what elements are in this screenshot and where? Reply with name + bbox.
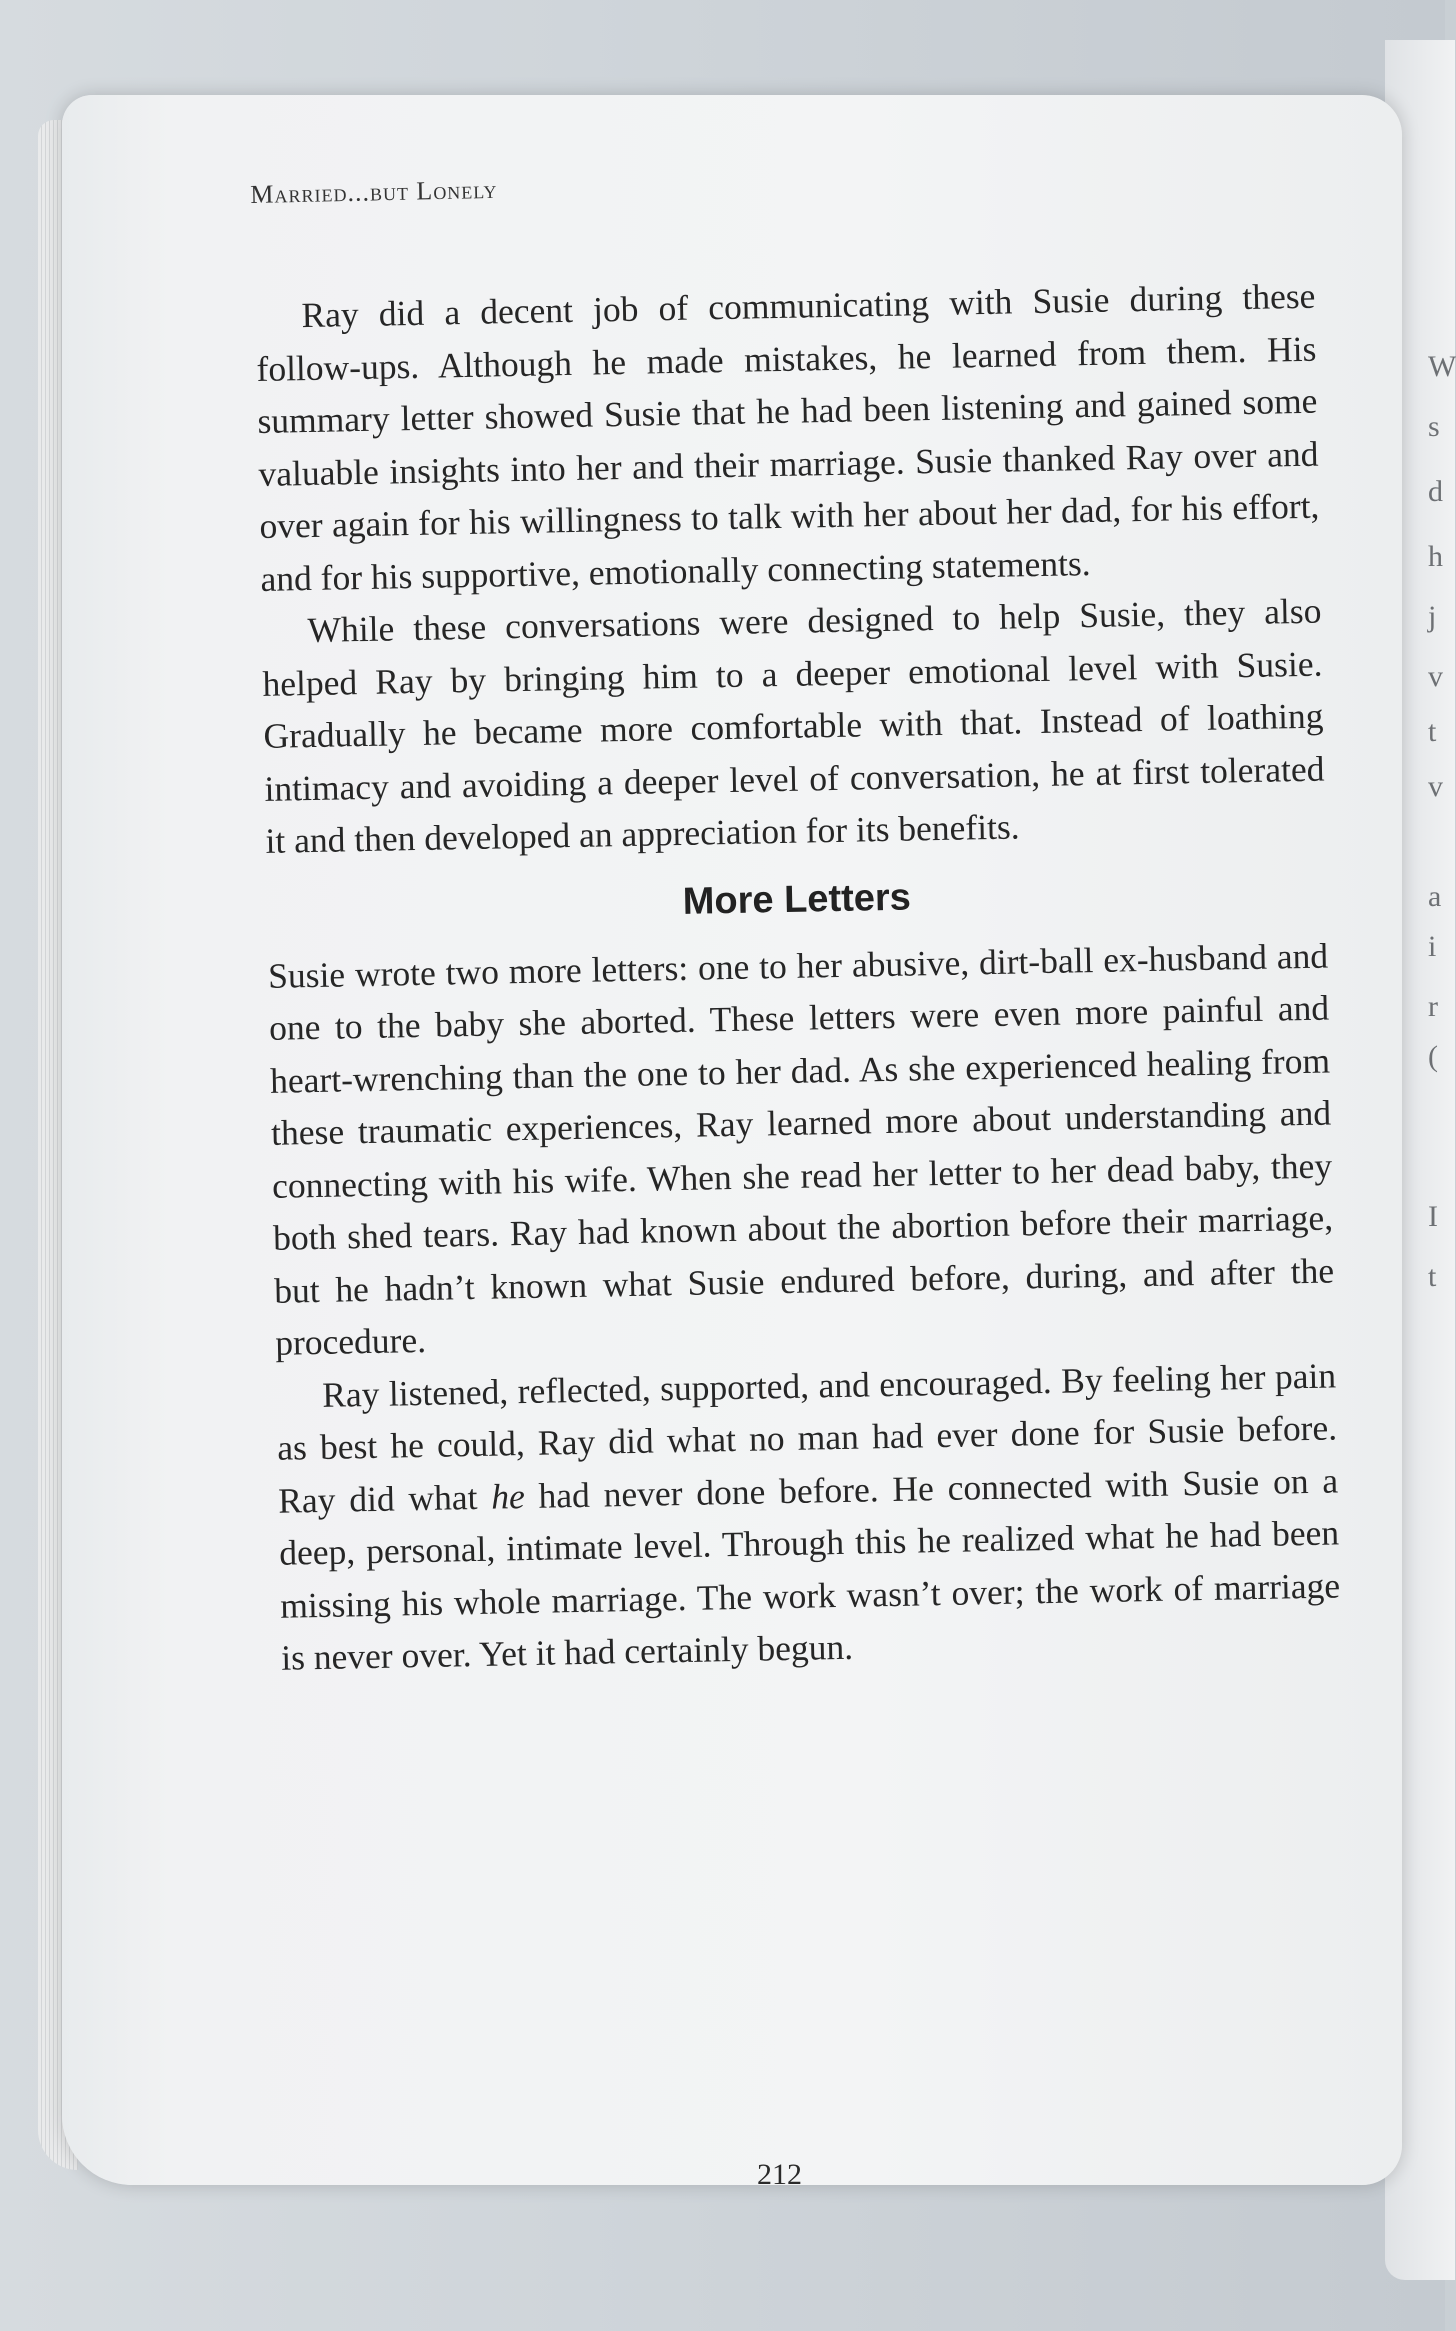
facing-page-glyph: i [1428, 930, 1437, 963]
facing-page-glyph: v [1428, 660, 1443, 693]
body-paragraph: Ray did a decent job of communicating with Susie during these follow-ups. Although he made mistakes, he learned from them. His summary letter showed Susie that he had been listening and gained some valuable insights into her and their marriage. Susie thanked Ray over and over again for his willingness to talk with her about her dad, for his effort, and for his supportive, emotionally connecting statements. [256, 275, 1320, 599]
running-head: Married...but Lonely [250, 174, 498, 209]
facing-page-glyph: t [1428, 715, 1437, 748]
paragraphs-before-heading [255, 270, 1326, 868]
body-paragraph: While these conversations were designed to help Susie, they also helped Ray by bringing him to a deeper emotional level with Susie. Gradually he became more comfortable with that. Instead of loathing intimacy and avoiding a deeper level of conversation, he at first tolerated it and then developed an appreciation for its benefits. [262, 590, 1325, 861]
final-paragraph [276, 1349, 1342, 1684]
facing-page-glyph: a [1428, 880, 1442, 913]
facing-page-glyph: d [1428, 475, 1443, 508]
section-heading: More Letters [682, 876, 912, 923]
facing-page-glyph: ( [1428, 1040, 1438, 1073]
paragraphs-after-heading [268, 929, 1336, 1369]
body-paragraph: Susie wrote two more letters: one to her abusive, dirt-ball ex-husband and one to the baby she aborted. These letters were even more painful and heart-wrenching than the one to her dad. As she experienced healing from these traumatic experiences, Ray learned more about understanding and connecting with his wife. When she read her letter to her dead baby, they both shed tears. Ray had known about the abortion before their marriage, but he hadn’t known what Susie endured before, during, and after the procedure. [267, 935, 1335, 1363]
facing-page-glyph: v [1428, 770, 1443, 803]
facing-page-glyph: j [1428, 600, 1437, 633]
facing-page-glyph: r [1428, 990, 1438, 1023]
page-body [255, 270, 1342, 1685]
facing-page-glyph: h [1428, 540, 1443, 573]
final-paragraph-text-2: had never done before. He connected with Susie on a deep, personal, intimate level. Through this he realized what he had been missing his whole marriage. The work wasn’t over; the work of marriage is never over. Yet it had certainly begun. [278, 1459, 1341, 1678]
facing-page-glyph: I [1428, 1200, 1438, 1233]
final-paragraph-emphasis: he [490, 1475, 526, 1517]
facing-page-glyph: t [1428, 1260, 1437, 1293]
final-paragraph-text-1: Ray listened, reflected, supported, and encouraged. By feeling her pain as best he could, Ray did what no man had ever done for Susie before. Ray did what [276, 1354, 1338, 1521]
page-number: 212 [757, 2158, 802, 2191]
facing-page-glyph: s [1428, 410, 1440, 443]
facing-page-glyph: W [1428, 350, 1456, 383]
